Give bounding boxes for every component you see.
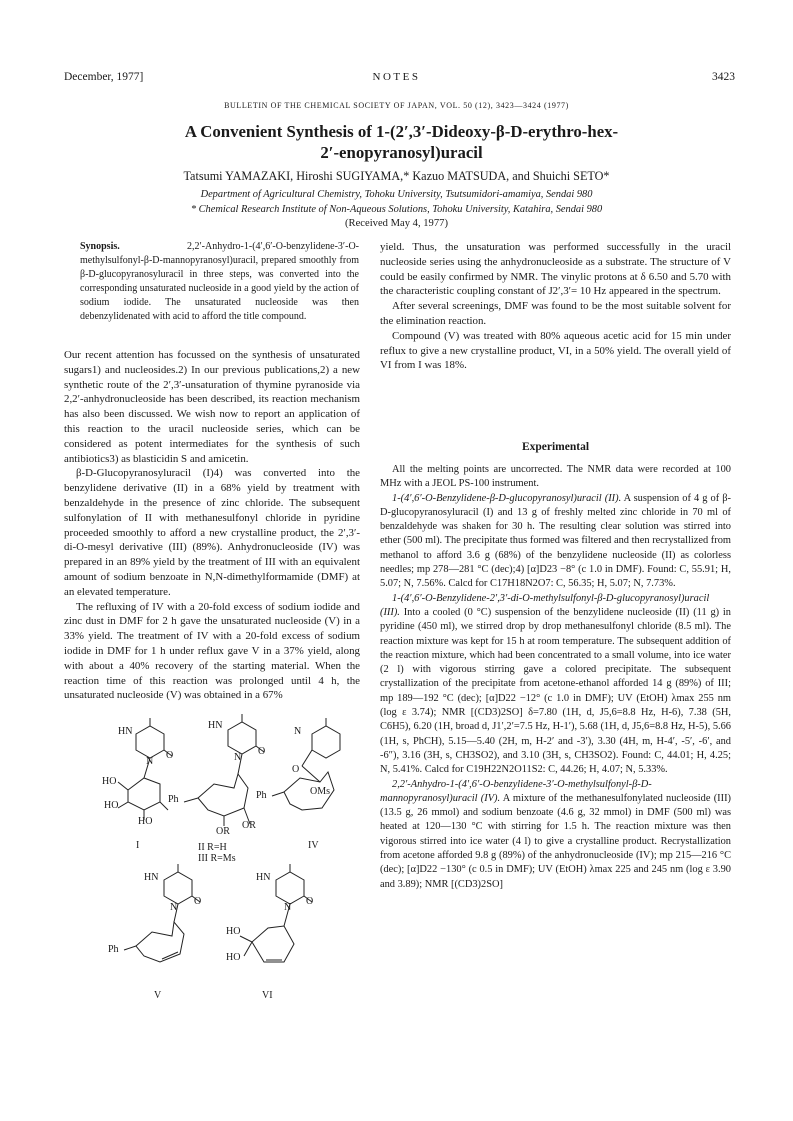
- label-n-ii: N: [234, 752, 242, 763]
- exp-iii-title: 1-(4′,6′-O-Benzylidene-2′,3′-di-O-methylsulfonyl-β-D-glucopyranosyl)uracil (III).: [380, 592, 710, 618]
- paragraph-screenings: After several screenings, DMF was found to be the most suitable solvent for the elimination reaction.: [380, 300, 731, 327]
- label-oms-iv: OMs: [310, 786, 331, 797]
- exp-iv-title: 2,2′-Anhydro-1-(4′,6′-O-benzylidene-3′-O-methylsulfonyl-β-D-mannopyranosyl)uracil (IV).: [380, 778, 652, 804]
- label-n-v: N: [170, 902, 178, 913]
- label-ph-ii: Ph: [168, 794, 179, 805]
- article-title: [60, 121, 743, 163]
- exp-ii-title: 1-(4′,6′-O-Benzylidene-β-D-glucopyranosyl)uracil (II).: [392, 492, 622, 504]
- label-n-i: N: [146, 756, 154, 767]
- right-column-body: [380, 240, 731, 373]
- author-list: Tatsumi YAMAZAKI, Hiroshi SUGIYAMA,* Kazuo MATSUDA, and Shuichi SETO*: [183, 169, 610, 183]
- title-line-1: A Convenient Synthesis of 1-(2′,3′-Dideoxy-β-D-erythro-hex-: [184, 122, 619, 141]
- label-or-ii-2: OR: [216, 826, 230, 837]
- label-or-ii: OR: [242, 820, 256, 831]
- label-o-i: O: [166, 750, 174, 761]
- label-hn-vi: HN: [256, 872, 271, 883]
- label-ho-i-2: HO: [104, 800, 119, 811]
- structure-v: [124, 864, 200, 962]
- experimental-heading: Experimental: [521, 441, 590, 453]
- paragraph-refluxing: The refluxing of IV with a 20-fold excess of sodium iodide and zinc dust in DMF for 2 h gave the unsaturated nucleoside (V) in a 33% yield. The treatment of IV with a 20-fold excess of sodium iodide in DMF for 1 h under reflux gave V in a 37% yield, along with about a 40% recovery of the starting material. When the reaction time of this reaction was prolonged until 4 h, the unsaturated nucleoside (V) was obtained in a 67%: [64, 600, 360, 702]
- structures-drawing: [88, 712, 368, 1018]
- label-o-vi: O: [306, 896, 314, 907]
- paragraph-intro: Our recent attention has focussed on the synthesis of unsaturated sugars1) and nucleosides.2) In our previous publications,2) a new synthetic route of the 2′,3′-unsaturation of thymine pyranoside via 2,2′-anhydronucleoside has been described, its reaction mechanism has also been discussed. We wish now to report an application of this reaction to the uracil nucleoside series, which can be considered as potent intermediates for the synthesis of such antibiotics3) as blasticidin S and amicetin.: [64, 349, 360, 465]
- label-ho-vi-1: HO: [226, 926, 241, 937]
- title-line-2: 2′-enopyranosyl)uracil: [320, 143, 483, 162]
- label-compound-ii-iii: II R=H III R=Ms: [198, 842, 236, 864]
- structure-vi: [240, 864, 312, 962]
- label-hn-i: HN: [118, 726, 133, 737]
- label-ph-v: Ph: [108, 944, 119, 955]
- exp-iii-text: Into a cooled (0 °C) suspension of the benzylidene nucleoside (II) (11 g) in pyridine (450 ml), we stirred drop by drop methanesulfonyl chloride (8.5 ml). The reaction mixture was kept for 15 h at room temperature. The subsequent addition of the reaction mixture, which had been concentrated to a small volume, into ice water (2 l) with vigorous stirring gave a colored precipitate. The subsequent crystallization of the precipitate from acetone-ethanol afforded 14 g (89%) of III; mp 189—192 °C (dec); [α]D22 −12° (c 1.0 in DMF); UV (EtOH) λmax 255 nm (log ε 3.74); NMR [(CD3)2SO] δ=7.80 (1H, d, J5,6=8.8 Hz, H-6), 7.38 (5H, C6H5), 6.20 (1H, broad d, J1′,2′=7.5 Hz, H-1′), 5.68 (1H, d, J5,6=8.8 Hz, H-5), 5.66 (1H, s, PhCH), 5.15—5.40 (2H, m, H-2′ and -3′), 3.30 (4H, m, H-4′, -5′, -6′, and -6″), 3.16 (3H, s, CH3SO2), and 3.10 (3H, s, CH3SO2). Found: C, 44.01; H, 4.25; N, 5.41%. Calcd for C19H22N2O11S2: C, 44.26; H, 4.07; N, 5.33%.: [380, 606, 731, 776]
- structures-figure: [88, 712, 368, 1018]
- exp-ii-text: A suspension of 4 g of β-D-glucopyranosyluracil (I) and 13 g of freshly melted zinc chloride in 70 ml of benzaldehyde was shaken for 30 h. The resulting clear solution was stirred into ether (500 ml). The precipitate thus formed was filtered and then recrystallized from methanol to afford 3.6 g (68%) of the benzylidene nucleoside (II) as colorless needles; mp 278—281 °C (dec);4) [α]D23 −8° (c 1.0 in DMF). Found: C, 55.91; H, 5.07; N, 7.56%. Calcd for C17H18N2O7: C, 56.35; H, 5.07; N, 7.73%.: [380, 492, 731, 590]
- header-date: December, 1977]: [64, 71, 144, 83]
- left-column-body: [64, 348, 360, 703]
- exp-paragraph-iii: [380, 592, 731, 778]
- affiliation-2: * Chemical Research Institute of Non-Aqueous Solutions, Tohoku University, Katahira, Sendai 980: [190, 204, 603, 215]
- paragraph-compound-v: Compound (V) was treated with 80% aqueous acetic acid for 15 min under reflux to give a new crystalline product, VI, in a 50% yield. The overall yield of VI from I was 18%.: [380, 329, 731, 372]
- label-compound-iv: IV: [308, 840, 319, 851]
- label-ho-i-3: HO: [138, 816, 153, 827]
- paragraph-synthesis: β-D-Glucopyranosyluracil (I)4) was converted into the benzylidene derivative (II) in a 68% yield by treatment with benzaldehyde in the presence of zinc chloride. The subsequent sulfonylation of II with methanesulfonyl chloride in pyridine proceeded smoothly to afford a new crystalline product, the 2′,3′-di-O-mesyl derivative (III) (89%). Anhydronucleoside (IV) was prepared in an 89% yield by the treatment of III with an equivalent amount of sodium benzoate in N,N-dimethylformamide (DMF) at an elevated temperature.: [64, 467, 360, 598]
- synopsis-label: Synopsis.: [80, 241, 120, 252]
- exp-paragraph-general: All the melting points are uncorrected. The NMR data were recorded at 100 MHz with a JEOL PS-100 instrument.: [380, 464, 731, 490]
- label-n-iv: N: [294, 726, 302, 737]
- synopsis-text: 2,2′-Anhydro-1-(4′,6′-O-benzylidene-3′-O-methylsulfonyl-β-D-mannopyranosyl)uracil, prepared smoothly from β-D-glucopyranosyluracil in three steps, was converted into the corresponding unsaturated nucleoside in a good yield by the action of sodium iodide. The unsaturated nucleoside was then debenzylidenated with acid to afford the title compound.: [80, 241, 359, 322]
- paragraph-yield: yield. Thus, the unsaturation was performed successfully in the uracil nucleoside series using the anhydronucleoside as a substrate. The structure of V could be easily confirmed by NMR. The vinylic protons at δ 6.50 and 5.70 with the characteristic coupling constant of J2′,3′= 10 Hz appeared in the spectrum.: [380, 241, 731, 298]
- label-hn-v: HN: [144, 872, 159, 883]
- label-o-iv: O: [292, 764, 300, 775]
- label-ho-vi-2: HO: [226, 952, 241, 963]
- exp-iv-text: A mixture of the methanesulfonylated nucleoside (III) (13.5 g, 26 mmol) and sodium benzoate (4.6 g, 32 mmol) in DMF (500 ml) was heated at 120—130 °C with stirring for 1.5 h. The reaction mixture was then vigorous stirred into ice water (4 l) to give a crystalline product. Recrystallization from acetone afforded 9.8 g (89%) of the anhydronucleoside (IV); mp 215—216 °C (dec); [α]D22 −130° (c 0.5 in DMF); UV (EtOH) λmax 225 and 245 nm (log ε 3.90 and 3.89); NMR [(CD3)2SO]: [380, 792, 732, 890]
- label-o-ii: O: [258, 746, 266, 757]
- experimental-section: [380, 463, 731, 892]
- exp-paragraph-ii: [380, 492, 731, 592]
- label-compound-vi: VI: [262, 990, 273, 1001]
- affiliation-1: Department of Agricultural Chemistry, Tohoku University, Tsutsumidori-amamiya, Sendai 980: [200, 189, 593, 200]
- structure-ii-iii: [184, 714, 264, 826]
- label-hn-ii: HN: [208, 720, 223, 731]
- received-date: (Received May 4, 1977): [345, 218, 448, 229]
- label-o-v: O: [194, 896, 202, 907]
- label-compound-v: V: [154, 990, 162, 1001]
- label-compound-i: I: [136, 840, 140, 851]
- label-n-vi: N: [284, 902, 292, 913]
- exp-paragraph-iv: [380, 778, 731, 892]
- header-section: NOTES: [372, 71, 421, 83]
- page-number: 3423: [712, 71, 735, 83]
- journal-citation: BULLETIN OF THE CHEMICAL SOCIETY OF JAPAN, VOL. 50 (12), 3423—3424 (1977): [224, 101, 569, 110]
- label-ho-i-1: HO: [102, 776, 117, 787]
- synopsis: [80, 240, 359, 324]
- label-ph-iv: Ph: [256, 790, 267, 801]
